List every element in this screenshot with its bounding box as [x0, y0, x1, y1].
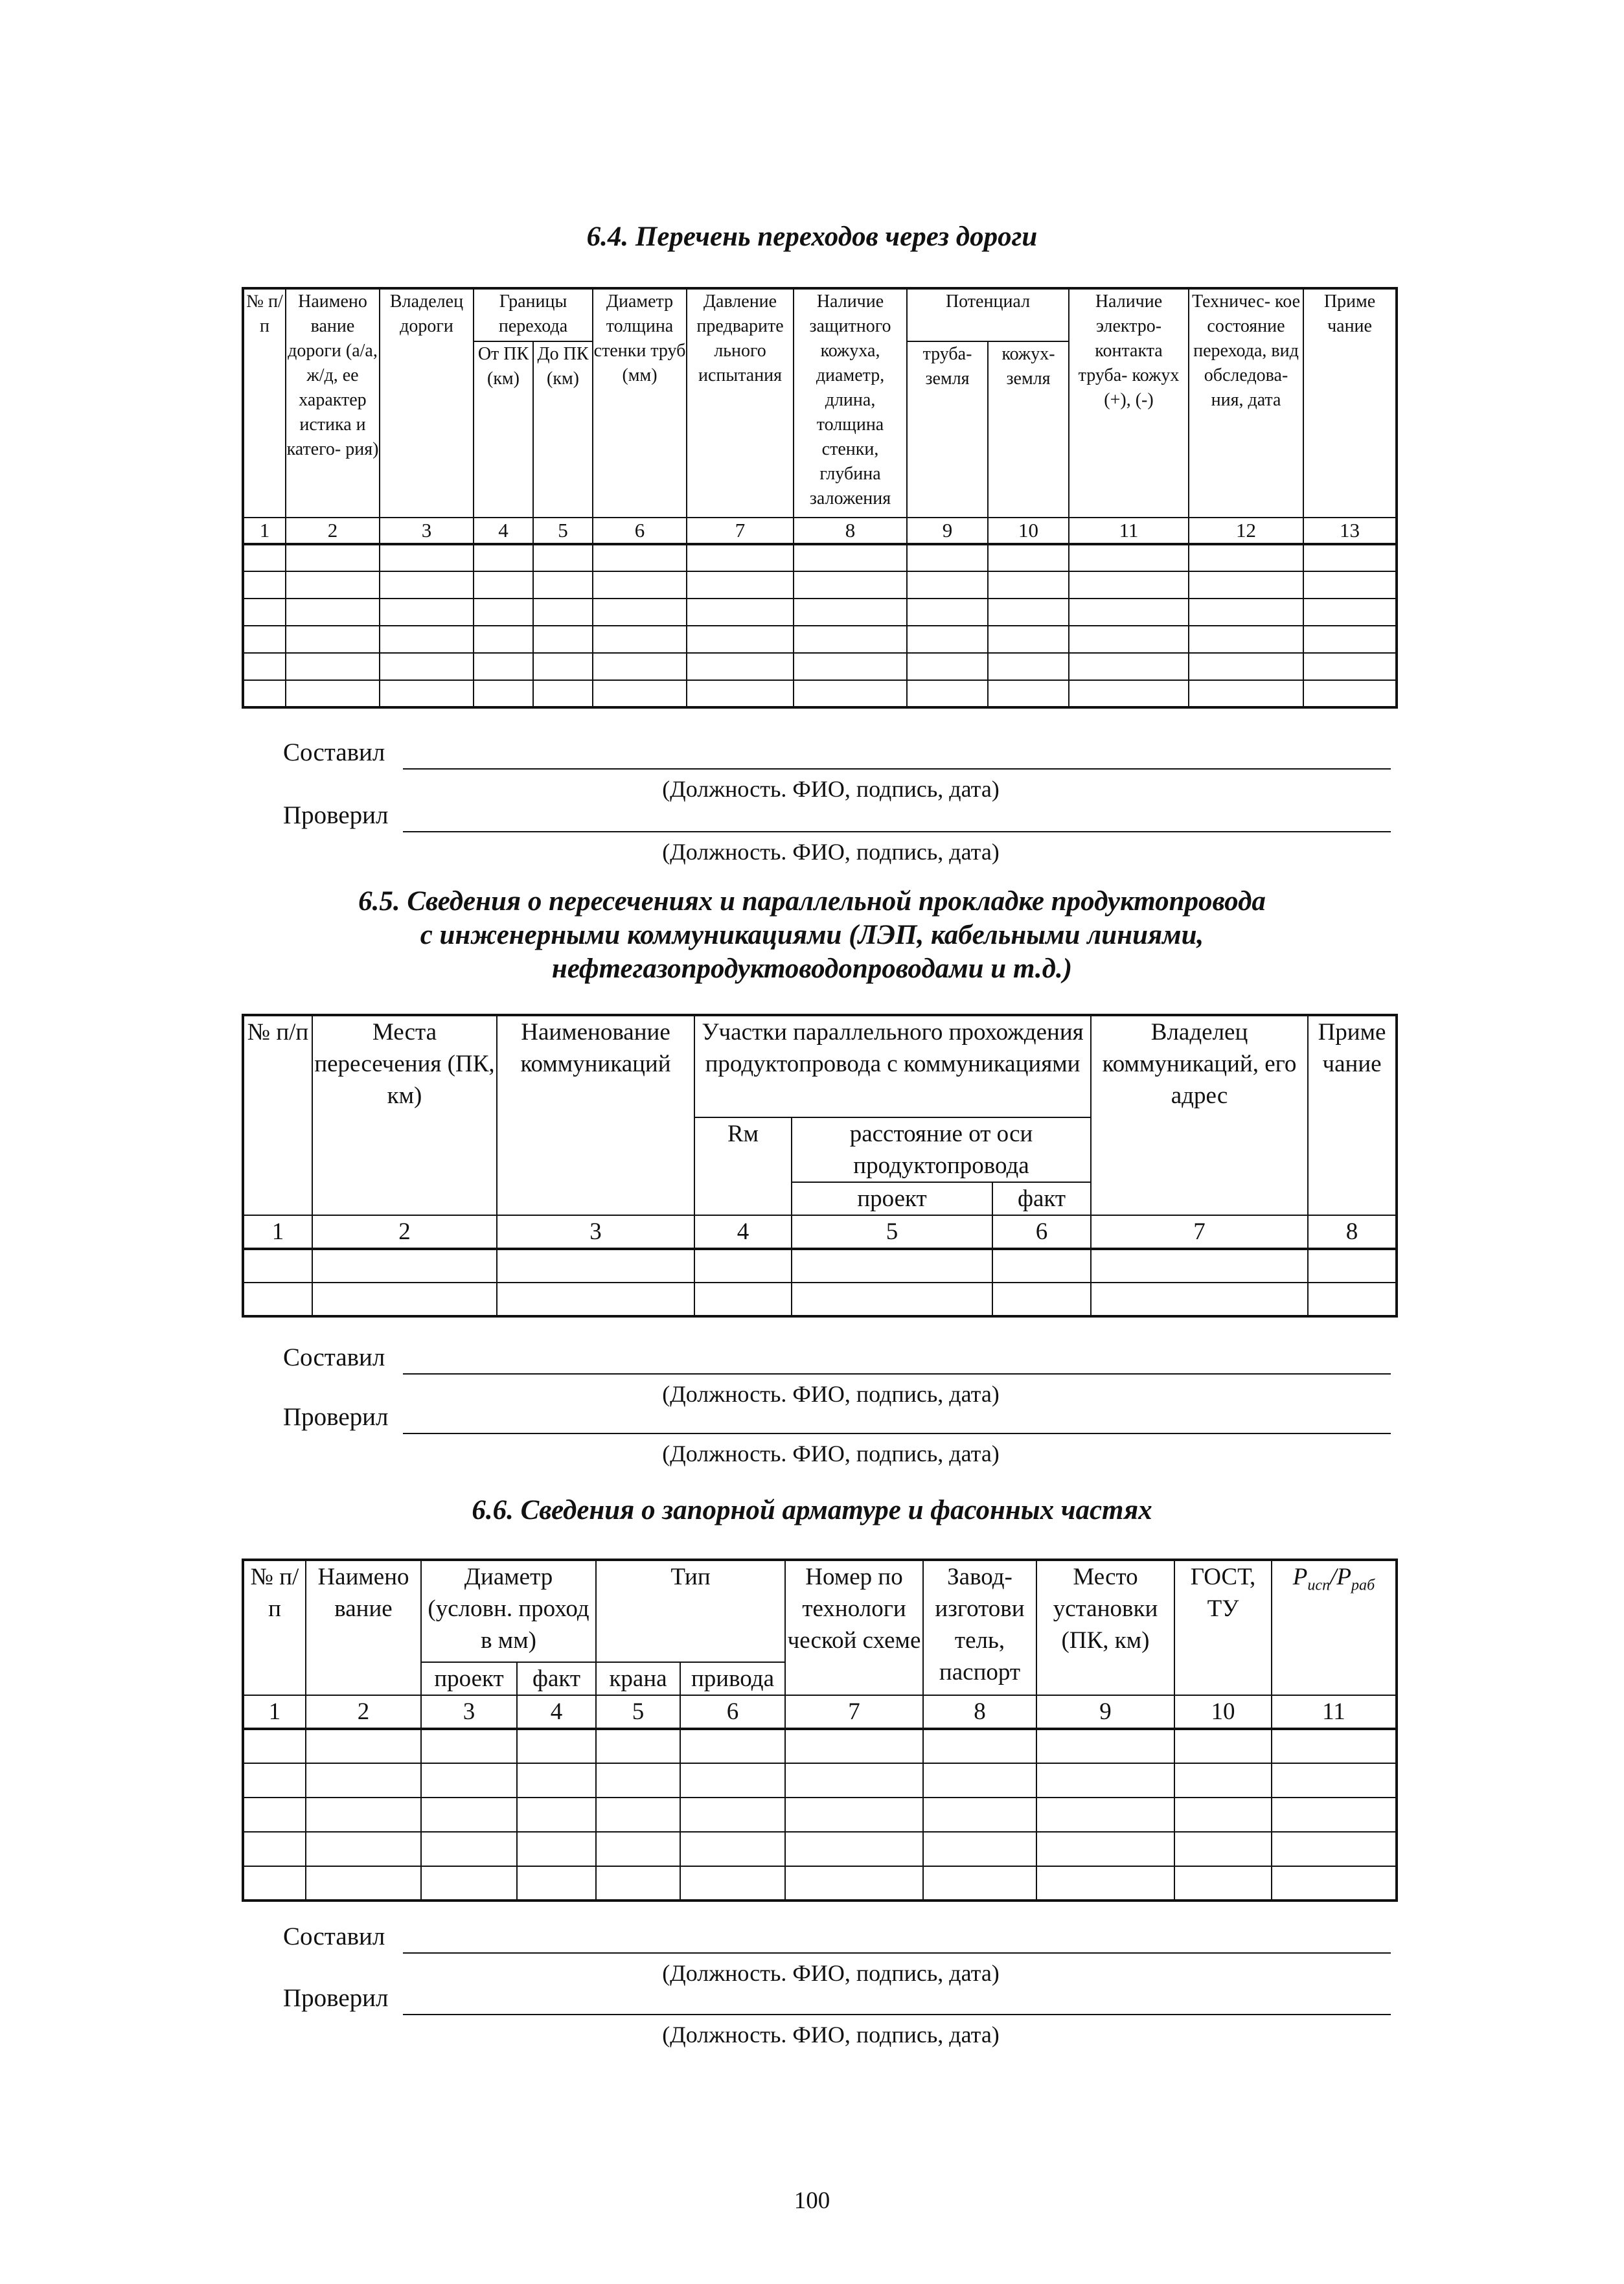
signature-hint: (Должность. ФИО, подпись, дата)	[662, 839, 1000, 865]
col-number: 3	[497, 1215, 694, 1249]
header-potential: Потенциал	[907, 288, 1069, 341]
header-type: Тип	[596, 1560, 785, 1662]
table-row	[243, 1249, 1397, 1283]
col-number: 5	[533, 518, 593, 544]
table-row	[243, 599, 1397, 626]
roads-crossing-table	[242, 287, 1398, 709]
section-title-valves: 6.6. Сведения о запорной арматуре и фасонных частях	[472, 1495, 1152, 1525]
col-number: 9	[907, 518, 988, 544]
col-number: 7	[785, 1695, 923, 1729]
header-diameter: Диаметр толщина стенки труб (мм)	[593, 288, 687, 518]
header-fact: факт	[517, 1662, 596, 1695]
p-test: P	[1292, 1564, 1308, 1590]
col-number: 4	[474, 518, 533, 544]
header-distance: расстояние от оси продуктопровода	[792, 1117, 1091, 1182]
header-parallel-sections: Участки параллельного прохождения продуктопровода с коммуникациями	[694, 1015, 1091, 1117]
header-manufacturer: Завод- изготови тель, паспорт	[923, 1560, 1036, 1695]
compiled-by-line-1	[283, 738, 1391, 772]
compiled-label: Составил	[283, 738, 385, 766]
roads-empty-rows	[243, 544, 1397, 707]
signature-hint: (Должность. ФИО, подпись, дата)	[662, 1381, 1000, 1407]
section-title-roads: 6.4. Перечень переходов через дороги	[586, 222, 1038, 252]
checked-label: Проверил	[283, 1403, 389, 1431]
col-number: 3	[380, 518, 474, 544]
header-fact: факт	[992, 1182, 1091, 1215]
header-road-owner: Владелец дороги	[380, 288, 474, 518]
signature-hint: (Должность. ФИО, подпись, дата)	[662, 2022, 1000, 2048]
table-row	[243, 653, 1397, 680]
col-number: 1	[243, 1695, 306, 1729]
col-number: 5	[596, 1695, 680, 1729]
col-number: 2	[306, 1695, 421, 1729]
crossings-table	[242, 1014, 1398, 1318]
header-name: Наимено вание	[306, 1560, 421, 1695]
col-number: 11	[1069, 518, 1189, 544]
col-number: 5	[792, 1215, 992, 1249]
checked-by-line-1	[283, 801, 1391, 835]
checked-label: Проверил	[283, 1984, 389, 2012]
checked-by-line-3	[283, 1984, 1391, 2018]
col-number: 11	[1272, 1695, 1397, 1729]
header-valve: крана	[596, 1662, 680, 1695]
header-gost: ГОСТ, ТУ	[1174, 1560, 1272, 1695]
header-condition: Техничес- кое состояние перехода, вид обследова- ния, дата	[1189, 288, 1303, 518]
col-number: 10	[988, 518, 1069, 544]
header-to-pk: До ПК (км)	[533, 341, 593, 518]
checked-label: Проверил	[283, 801, 389, 829]
header-rm: Rм	[694, 1117, 792, 1215]
header-pressure: Давление предварите льного испытания	[687, 288, 794, 518]
header-crossing-place: Места пересечения (ПК, км)	[312, 1015, 497, 1215]
header-bounds: Границы перехода	[474, 288, 593, 341]
header-project: проект	[792, 1182, 992, 1215]
header-drive: привода	[680, 1662, 785, 1695]
signature-field	[403, 768, 1391, 770]
table-row	[243, 626, 1397, 653]
col-number: 1	[243, 1215, 312, 1249]
section-title-crossings	[0, 885, 1624, 986]
crossings-empty-rows	[243, 1249, 1397, 1316]
col-number: 6	[992, 1215, 1091, 1249]
col-number: 12	[1189, 518, 1303, 544]
header-num: № п/п	[243, 1560, 306, 1695]
table-row	[243, 571, 1397, 599]
signature-field	[403, 2014, 1391, 2015]
header-communication-name: Наименование коммуникаций	[497, 1015, 694, 1215]
page-number: 100	[794, 2187, 830, 2214]
header-pressure-ratio	[1272, 1560, 1397, 1695]
signature-field	[403, 1952, 1391, 1954]
header-num: № п/п	[243, 288, 286, 518]
signature-field	[403, 831, 1391, 832]
col-number: 2	[312, 1215, 497, 1249]
header-install-place: Место установки (ПК, км)	[1036, 1560, 1174, 1695]
col-number: 7	[1091, 1215, 1308, 1249]
title-line: нефтегазопродуктоводопроводами и т.д.)	[551, 954, 1073, 984]
col-number: 6	[593, 518, 687, 544]
title-line: 6.5. Сведения о пересечениях и параллельной прокладке продуктопровода	[358, 886, 1266, 917]
header-diameter: Диаметр (условн. проход в мм)	[421, 1560, 596, 1662]
valves-empty-rows	[243, 1729, 1397, 1901]
table-row	[243, 1798, 1397, 1832]
table-row	[243, 680, 1397, 707]
col-number: 13	[1303, 518, 1397, 544]
header-road-name: Наимено вание дороги (а/а, ж/д, ее характер истика и катего- рия)	[286, 288, 380, 518]
table-row	[243, 1283, 1397, 1316]
table-row	[243, 1763, 1397, 1798]
valves-table	[242, 1559, 1398, 1902]
col-number: 8	[923, 1695, 1036, 1729]
signature-hint: (Должность. ФИО, подпись, дата)	[662, 776, 1000, 802]
checked-by-line-2	[283, 1403, 1391, 1437]
table-row	[243, 544, 1397, 571]
p-work: P	[1336, 1564, 1352, 1590]
header-casing: Наличие защитного кожуха, диаметр, длина, толщина стенки, глубина заложения	[794, 288, 907, 518]
col-number: 7	[687, 518, 794, 544]
signature-field	[403, 1433, 1391, 1434]
table-row	[243, 1832, 1397, 1866]
p-test-sub: исп	[1307, 1577, 1331, 1594]
header-pipe-ground: труба- земля	[907, 341, 988, 518]
header-from-pk: От ПК (км)	[474, 341, 533, 518]
col-number: 2	[286, 518, 380, 544]
col-number: 8	[1308, 1215, 1397, 1249]
title-line: с инженерными коммуникациями (ЛЭП, кабельными линиями,	[420, 920, 1204, 950]
header-owner: Владелец коммуникаций, его адрес	[1091, 1015, 1308, 1215]
col-number: 3	[421, 1695, 517, 1729]
compiled-label: Составил	[283, 1343, 385, 1371]
col-number: 10	[1174, 1695, 1272, 1729]
col-number: 1	[243, 518, 286, 544]
signature-field	[403, 1373, 1391, 1375]
table-row	[243, 1729, 1397, 1763]
compiled-by-line-2	[283, 1343, 1391, 1377]
header-contact: Наличие электро- контакта труба- кожух (+), (-)	[1069, 288, 1189, 518]
header-note: Приме чание	[1303, 288, 1397, 518]
header-num: № п/п	[243, 1015, 312, 1215]
p-work-sub: раб	[1351, 1577, 1375, 1594]
table-row	[243, 1866, 1397, 1901]
header-project: проект	[421, 1662, 517, 1695]
compiled-by-line-3	[283, 1923, 1391, 1956]
signature-hint: (Должность. ФИО, подпись, дата)	[662, 1960, 1000, 1986]
header-casing-ground: кожух- земля	[988, 341, 1069, 518]
col-number: 6	[680, 1695, 785, 1729]
compiled-label: Составил	[283, 1923, 385, 1950]
col-number: 4	[694, 1215, 792, 1249]
signature-hint: (Должность. ФИО, подпись, дата)	[662, 1441, 1000, 1467]
p-sep: /	[1330, 1564, 1337, 1590]
header-scheme-number: Номер по технологи ческой схеме	[785, 1560, 923, 1695]
col-number: 4	[517, 1695, 596, 1729]
header-note: Приме чание	[1308, 1015, 1397, 1215]
col-number: 9	[1036, 1695, 1174, 1729]
col-number: 8	[794, 518, 907, 544]
